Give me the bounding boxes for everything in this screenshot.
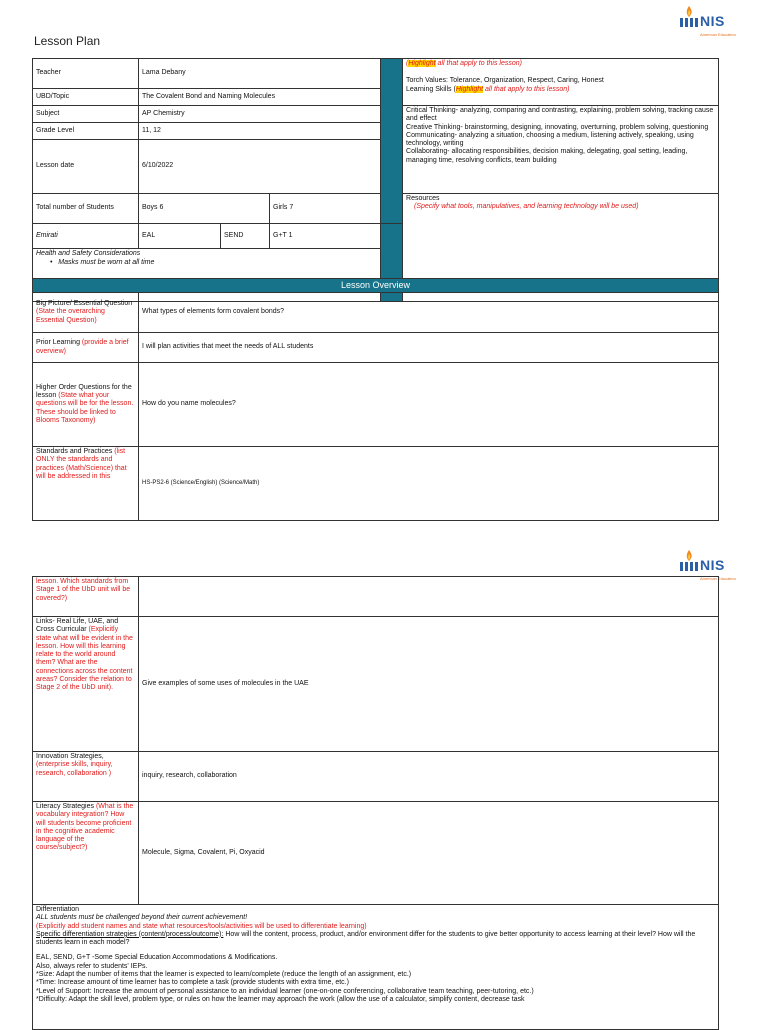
subject-label: Subject bbox=[33, 106, 139, 123]
ubd-label: UBD/Topic bbox=[33, 89, 139, 106]
big-picture-label: Big Picture/ Essential Question (State the overarching Essential Question) bbox=[33, 293, 139, 333]
critical-thinking: Critical Thinking- analyzing, comparing and contrasting, explaining, problem solving, tracking cause and effect bbox=[406, 107, 714, 123]
torch-values: Torch Values: Tolerance, Organization, Respect, Caring, Honest bbox=[406, 77, 604, 85]
standards-value: HS-PS2-6 (Science/English) (Science/Math) bbox=[139, 447, 719, 521]
higher-order-value: How do you name molecules? bbox=[139, 363, 719, 447]
girls-value: Girls 7 bbox=[270, 194, 381, 224]
health-safety-item: • Masks must be worn at all time bbox=[50, 258, 155, 266]
logo-subtitle: American Education bbox=[700, 32, 736, 37]
nis-logo bbox=[678, 4, 736, 37]
grade-value: 11, 12 bbox=[139, 123, 381, 140]
resources-label: Resources bbox=[406, 195, 440, 202]
values-skills-cell bbox=[403, 59, 719, 106]
overview-table-continued bbox=[32, 576, 719, 1030]
standards-continued-hint: lesson. Which standards from Stage 1 of the UbD unit will be covered?) bbox=[33, 577, 139, 617]
health-safety-label: Health and Safety Considerations bbox=[36, 250, 141, 258]
literacy-value: Molecule, Sigma, Covalent, Pi, Oxyacid bbox=[139, 802, 719, 905]
diff-line5: Also, always refer to students' IEPs. bbox=[36, 962, 148, 970]
diff-line4: EAL, SEND, G+T -Some Special Education Accommodations & Modifications. bbox=[36, 954, 278, 962]
boys-value: Boys 6 bbox=[139, 194, 270, 224]
diff-title: Differentiation bbox=[36, 906, 80, 913]
literacy-label: Literacy Strategies (What is the vocabulary integration? How will students become proficient in the cognitive academic language of the course/subject?) bbox=[33, 802, 139, 905]
innovation-value: inquiry, research, collaboration bbox=[139, 752, 719, 802]
date-label: Lesson date bbox=[33, 140, 139, 194]
skills-list bbox=[403, 106, 719, 194]
higher-order-label: Higher Order Questions for the lesson (State what your questions will be for the lesson. These should be linked to Blooms Taxonomy) bbox=[33, 363, 139, 447]
lesson-overview-band: Lesson Overview bbox=[33, 279, 719, 293]
emirati-label: Emirati bbox=[33, 224, 139, 249]
send-value: SEND bbox=[221, 224, 270, 249]
links-label: Links- Real Life, UAE, and Cross Curricular (Explicitly state what will be evident in the lesson. How will this learning relate to the world around them? What are the connections across the content areas? Consider the relation to Stage 2 of the UbD unit). bbox=[33, 617, 139, 752]
diff-line9: *Difficulty: Adapt the skill level, problem type, or rules on how the learner may approach the work (allow the use of a calculator, simplify content, decrease task bbox=[36, 995, 525, 1003]
diff-line3: Specific differentiation strategies (content/process/outcome): How will the content, process, product, and/or environment differ for the students to give better opportunity to access learning at their level? How will the students learn in each model? bbox=[36, 930, 696, 947]
grade-label: Grade Level bbox=[33, 123, 139, 140]
standards-label: Standards and Practices (list ONLY the standards and practices (Math/Science) that will be addressed in this bbox=[33, 447, 139, 521]
diff-line8: *Level of Support: Increase the amount of personal assistance to an individual learner (one-on-one conferencing, collaborative team teaching, peer-tutoring, etc.) bbox=[36, 987, 534, 995]
resources-hint: (Specify what tools, manipulatives, and learning technology will be used) bbox=[414, 203, 639, 211]
students-label: Total number of Students bbox=[33, 194, 139, 224]
torch-logo-icon bbox=[678, 4, 700, 28]
logo-text: NIS bbox=[700, 557, 725, 573]
diff-line7: *Time: Increase amount of time learner has to complete a task (provide students with extra time, etc.) bbox=[36, 979, 349, 987]
torch-logo-icon bbox=[678, 548, 700, 572]
info-table bbox=[32, 58, 719, 302]
big-picture-value: What types of elements form covalent bonds? bbox=[139, 293, 719, 333]
diff-line6: *Size: Adapt the number of items that the learner is expected to learn/complete (reduce the length of an assignment, etc.) bbox=[36, 971, 412, 979]
innovation-label: Innovation Strategies, (enterprise skills, inquiry, research, collaboration ) bbox=[33, 752, 139, 802]
logo-text: NIS bbox=[700, 13, 725, 29]
prior-learning-value: I will plan activities that meet the needs of ALL students bbox=[139, 333, 719, 363]
overview-table bbox=[32, 278, 719, 521]
logo-subtitle: American Education bbox=[700, 576, 736, 581]
teacher-label: Teacher bbox=[33, 59, 139, 89]
nis-logo-page2 bbox=[678, 548, 736, 581]
creative-thinking: Creative Thinking- brainstorming, designing, innovating, overturning, problem solving, questioning bbox=[406, 123, 709, 131]
date-value: 6/10/2022 bbox=[139, 140, 381, 194]
diff-line2: (Explicitly add student names and state what resources/tools/activities will be used to differentiate learning) bbox=[36, 922, 367, 930]
diff-line1: ALL students must be challenged beyond their current achievement! bbox=[36, 914, 248, 922]
collaborating: Collaborating- allocating responsibilities, decision making, delegating, goal setting, leading, managing time, resolving conflicts, team building bbox=[406, 148, 688, 164]
torch-hint: Highlight all that apply to this lesson) bbox=[408, 60, 522, 67]
standards-continued-value bbox=[139, 577, 719, 617]
eal-value: EAL bbox=[139, 224, 221, 249]
subject-value: AP Chemistry bbox=[139, 106, 381, 123]
prior-learning-label: Prior Learning (provide a brief overview) bbox=[33, 333, 139, 363]
learning-skills-hint: Learning Skills (Highlight all that apply to this lesson) bbox=[406, 85, 570, 93]
ubd-value: The Covalent Bond and Naming Molecules bbox=[139, 89, 381, 106]
communicating: Communicating- analyzing a situation, choosing a medium, listening actively, speaking, using technology, writing bbox=[406, 131, 694, 148]
teacher-value: Lama Debany bbox=[139, 59, 381, 89]
links-value: Give examples of some uses of molecules in the UAE bbox=[139, 617, 719, 752]
page-title: Lesson Plan bbox=[34, 34, 101, 48]
gt-value: G+T 1 bbox=[270, 224, 381, 249]
differentiation-cell bbox=[33, 905, 719, 1030]
teal-divider bbox=[381, 59, 403, 224]
